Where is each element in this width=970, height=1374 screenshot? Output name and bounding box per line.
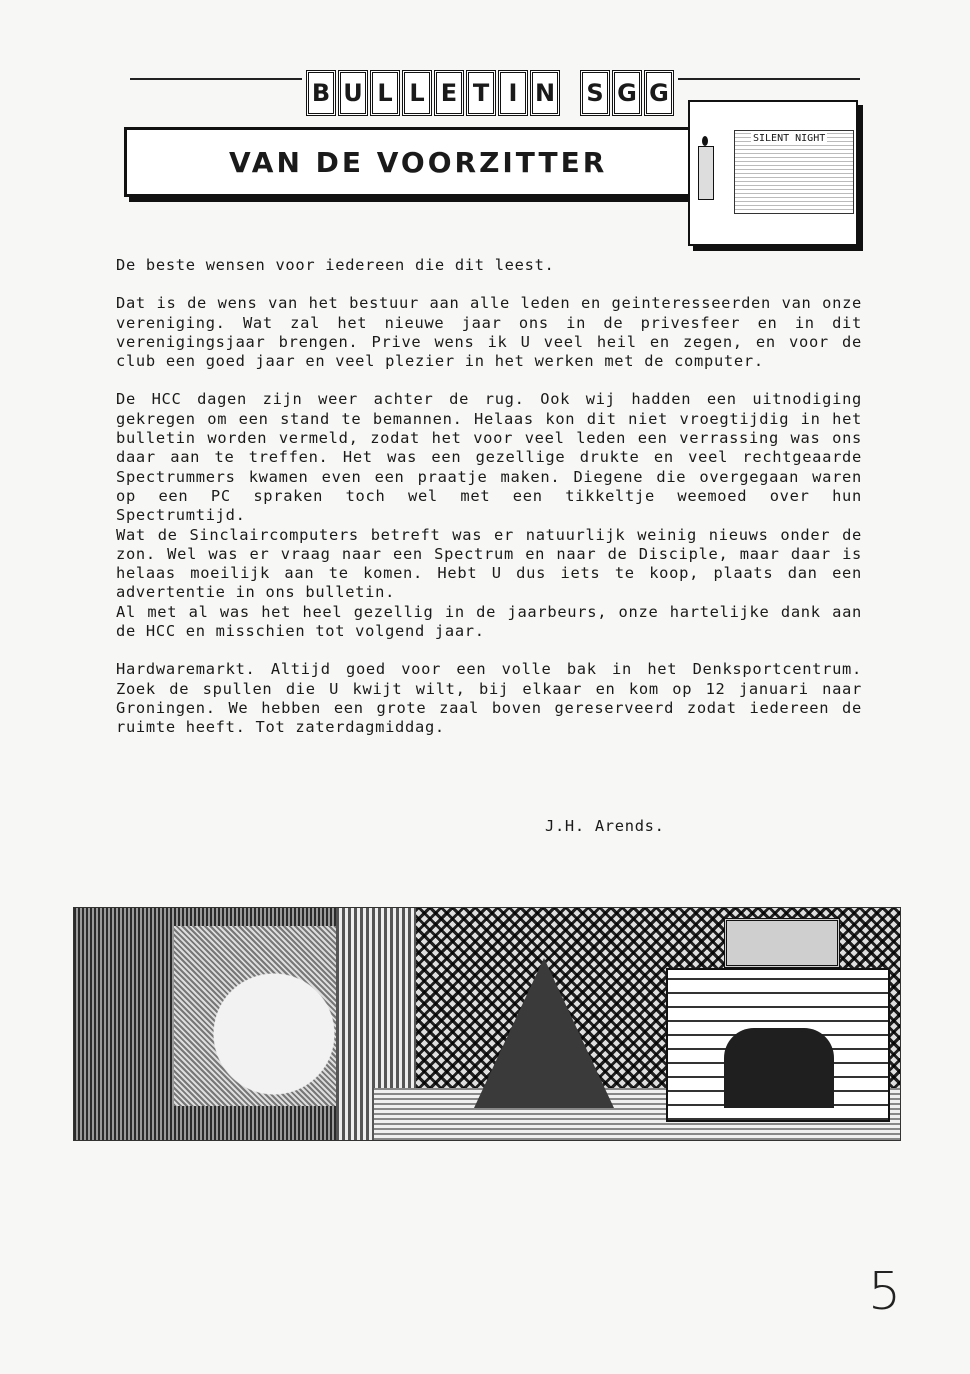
banner-letter: I xyxy=(498,70,528,116)
article-body xyxy=(116,256,862,738)
section-title: VAN DE VOORZITTER xyxy=(229,145,608,179)
silent-night-thumbnail xyxy=(688,100,858,246)
article-paragraph: Al met al was het heel gezellig in de jaarbeurs, onze hartelijke dank aan de HCC en misschien tot volgend jaar. xyxy=(116,602,862,641)
banner-letter: S xyxy=(580,70,610,116)
page-number: 5 xyxy=(868,1262,902,1322)
candle-flame-icon xyxy=(702,136,708,146)
banner-letter: U xyxy=(338,70,368,116)
banner-letter: N xyxy=(530,70,560,116)
banner-letter: G xyxy=(612,70,642,116)
author-signature: J.H. Arends. xyxy=(545,817,665,835)
article-paragraph: De beste wensen voor iedereen die dit leest. xyxy=(116,256,555,274)
christmas-tree-illustration xyxy=(474,958,614,1108)
scroll-illustration xyxy=(734,130,854,214)
section-title-box xyxy=(124,127,726,197)
article-paragraph: Hardwaremarkt. Altijd goed voor een volle bak in het Denksportcentrum. Zoek de spullen die U kwijt wilt, bij elkaar en kom op 12 januari naar Groningen. We hebben een grote zaal boven gereserveerd zodat iedereen de ruimte heeft. Tot zaterdagmiddag. xyxy=(116,660,862,737)
article-paragraph: Dat is de wens van het bestuur aan alle leden en geinteresseerden van onze vereniging. Wat zal het nieuwe jaar ons in de privesfeer en in dit verenigingsjaar brengen. Prive wens ik U veel heil en zegen, en voor de club een goed jaar en veel plezier in het werken met de computer. xyxy=(116,294,862,371)
banner-gap xyxy=(562,70,578,116)
bulletin-banner xyxy=(302,70,678,116)
christmas-scene-illustration xyxy=(73,907,901,1141)
article-paragraph: De HCC dagen zijn weer achter de rug. Ook wij hadden een uitnodiging gekregen om een stand te bemannen. Helaas kon dit niet vroegtijdig in het bulletin worden vermeld, zodat het voor veel leden een verrassing was ons daar aan te treffen. Het was een gezellige drukte en veel rechtgeaarde Spectrummers kwamen even een praatje maken. Diegene die overgegaan waren op een PC spraken toch wel met een tikkeltje weemoed over hun Spectrumtijd. xyxy=(116,390,862,525)
banner-letter: L xyxy=(370,70,400,116)
candle-icon xyxy=(698,146,714,200)
hearth-illustration xyxy=(724,1028,834,1108)
banner-letter: L xyxy=(402,70,432,116)
thumbnail-caption: SILENT NIGHT xyxy=(753,133,826,144)
banner-letter: G xyxy=(644,70,674,116)
banner-letter: E xyxy=(434,70,464,116)
banner-letter: T xyxy=(466,70,496,116)
article-paragraph: Wat de Sinclaircomputers betreft was er natuurlijk weinig nieuws onder de zon. Wel was er vraag naar een Spectrum en naar de Disciple, maar daar is helaas moeilijk aan te komen. Hebt U dus iets te koop, plaats dan een advertentie in ons bulletin. xyxy=(116,525,862,602)
mirror-illustration xyxy=(724,918,840,968)
banner-letter: B xyxy=(306,70,336,116)
